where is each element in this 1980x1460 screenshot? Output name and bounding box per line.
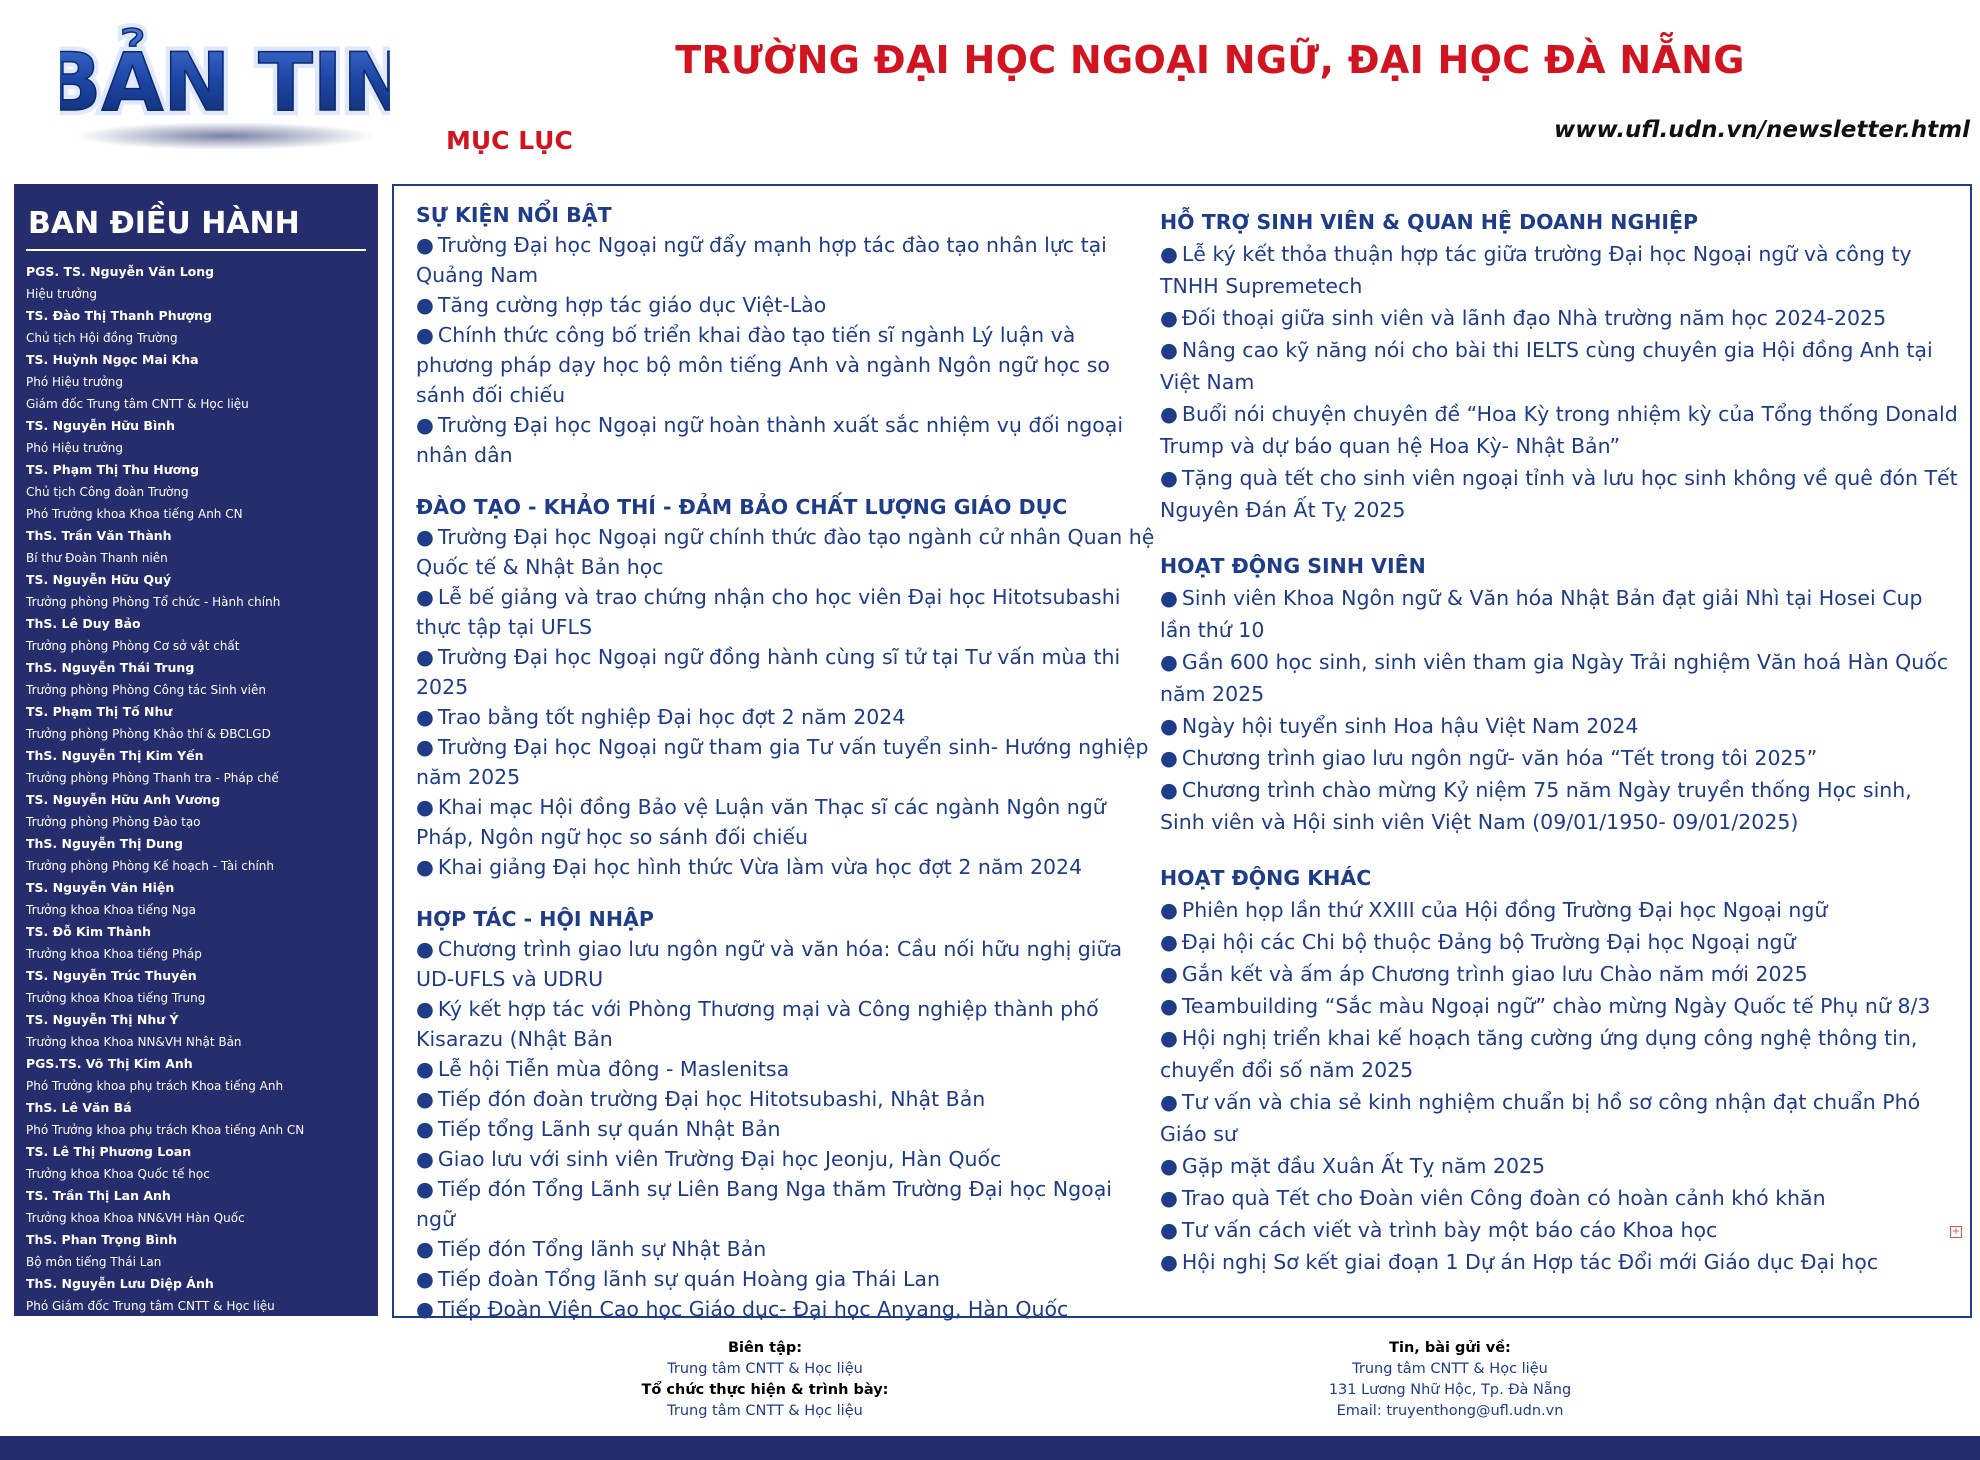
toc-left-column [416, 200, 1156, 1346]
bullet-icon: ● [1160, 586, 1178, 610]
board-member [26, 261, 368, 305]
member-role: Phó Trưởng khoa phụ trách Khoa tiếng Anh CN [26, 1123, 305, 1137]
member-name: ThS. Lê Văn Bá [26, 1100, 132, 1115]
contact-address: 131 Lương Nhữ Hộc, Tp. Đà Nẵng [1328, 1382, 1572, 1398]
article-title: Sinh viên Khoa Ngôn ngữ & Văn hóa Nhật Bản đạt giải Nhì tại Hosei Cup lần thứ 10 [1160, 586, 1923, 642]
member-role: Hiệu trưởng [26, 287, 97, 301]
toc-article-link[interactable] [1160, 710, 1960, 742]
board-member [26, 1009, 368, 1053]
toc-section [1160, 206, 1960, 526]
layout-label: Tổ chức thực hiện & trình bày: [641, 1382, 889, 1398]
toc-article-link[interactable] [1160, 334, 1960, 398]
article-title: Teambuilding “Sắc màu Ngoại ngữ” chào mừng Ngày Quốc tế Phụ nữ 8/3 [1181, 994, 1931, 1018]
school-title: TRƯỜNG ĐẠI HỌC NGOẠI NGỮ, ĐẠI HỌC ĐÀ NẴNG [675, 38, 1745, 82]
bullet-icon: ● [1160, 466, 1178, 490]
bullet-icon: ● [416, 1057, 434, 1081]
board-member [26, 701, 368, 745]
member-name: ThS. Trần Văn Thành [26, 528, 172, 543]
article-title: Lễ ký kết thỏa thuận hợp tác giữa trường Đại học Ngoại ngữ và công ty TNHH Supremetech [1160, 242, 1912, 298]
member-name: ThS. Nguyễn Lưu Diệp Ánh [26, 1276, 214, 1291]
toc-article-link[interactable] [1160, 1150, 1960, 1182]
member-name: ThS. Nguyễn Thị Dung [26, 836, 183, 851]
bullet-icon: ● [416, 1297, 434, 1321]
article-title: Tiếp đoàn Tổng lãnh sự quán Hoàng gia Thái Lan [437, 1267, 940, 1291]
article-title: Trường Đại học Ngoại ngữ chính thức đào tạo ngành cử nhân Quan hệ Quốc tế & Nhật Bản học [416, 525, 1155, 579]
board-member [26, 1053, 368, 1097]
article-title: Lễ bế giảng và trao chứng nhận cho học viên Đại học Hitotsubashi thực tập tại UFLS [416, 585, 1121, 639]
bullet-icon: ● [416, 323, 434, 347]
toc-article-link[interactable] [1160, 990, 1960, 1022]
board-member [26, 921, 368, 965]
article-title: Gần 600 học sinh, sinh viên tham gia Ngày Trải nghiệm Văn hoá Hàn Quốc năm 2025 [1160, 650, 1949, 706]
toc-article-link[interactable] [416, 320, 1156, 410]
article-title: Trao bằng tốt nghiệp Đại học đợt 2 năm 2024 [437, 705, 906, 729]
member-role: Trưởng khoa Khoa Quốc tế học [26, 1167, 210, 1181]
contact-label: Tin, bài gửi về: [1389, 1340, 1511, 1356]
bullet-icon: ● [1160, 1026, 1178, 1050]
bullet-icon: ● [416, 937, 434, 961]
board-member-list [26, 261, 368, 1317]
bullet-icon: ● [1160, 650, 1178, 674]
member-role: Trưởng phòng Phòng Công tác Sinh viên [26, 683, 266, 697]
article-title: Đại hội các Chi bộ thuộc Đảng bộ Trường Đại học Ngoại ngữ [1181, 930, 1796, 954]
member-role: Phó Trưởng khoa Khoa tiếng Anh CN [26, 507, 243, 521]
toc-article-link[interactable] [416, 642, 1156, 702]
bottom-bar [0, 1436, 1980, 1460]
member-name: TS. Nguyễn Thị Như Ý [26, 1012, 179, 1027]
bullet-icon: ● [416, 1117, 434, 1141]
toc-article-link[interactable] [416, 522, 1156, 582]
article-title: Trao quà Tết cho Đoàn viên Công đoàn có hoàn cảnh khó khăn [1181, 1186, 1826, 1210]
board-member [26, 745, 368, 789]
toc-article-link[interactable] [416, 1174, 1156, 1234]
article-title: Tặng quà tết cho sinh viên ngoại tỉnh và lưu học sinh không về quê đón Tết Nguyên Đán Ất Tỵ 2025 [1160, 466, 1958, 522]
toc-article-link[interactable] [1160, 646, 1960, 710]
bullet-icon: ● [1160, 306, 1178, 330]
toc-article-link[interactable] [416, 1294, 1156, 1324]
article-title: Nâng cao kỹ năng nói cho bài thi IELTS cùng chuyên gia Hội đồng Anh tại Việt Nam [1160, 338, 1933, 394]
layout-value: Trung tâm CNTT & Học liệu [667, 1403, 863, 1419]
article-title: Gặp mặt đầu Xuân Ất Tỵ năm 2025 [1181, 1154, 1546, 1178]
toc-article-link[interactable] [1160, 1246, 1960, 1278]
toc-section [416, 904, 1156, 1324]
member-name: TS. Nguyễn Văn Hiện [26, 880, 175, 895]
bullet-icon: ● [1160, 338, 1178, 362]
toc-article-link[interactable] [1160, 398, 1960, 462]
contact-org: Trung tâm CNTT & Học liệu [1352, 1361, 1548, 1377]
toc-article-link[interactable] [1160, 1022, 1960, 1086]
section-title: SỰ KIỆN NỔI BẬT [416, 203, 612, 227]
newsletter-logo [60, 18, 390, 153]
newsletter-website-link[interactable]: www.ufl.udn.vn/newsletter.html [1554, 117, 1970, 143]
toc-article-link[interactable] [1160, 958, 1960, 990]
toc-article-link[interactable] [416, 1264, 1156, 1294]
board-member [26, 1273, 368, 1317]
toc-section [1160, 862, 1960, 1278]
article-title: Trường Đại học Ngoại ngữ đồng hành cùng sĩ tử tại Tư vấn mùa thi 2025 [416, 645, 1121, 699]
article-title: Phiên họp lần thứ XXIII của Hội đồng Trường Đại học Ngoại ngữ [1181, 898, 1828, 922]
article-title: Tư vấn cách viết và trình bày một báo cáo Khoa học [1181, 1218, 1718, 1242]
article-title: Tiếp đón Tổng lãnh sự Nhật Bản [437, 1237, 767, 1261]
toc-article-link[interactable] [416, 1234, 1156, 1264]
contact-email[interactable]: Email: truyenthong@ufl.udn.vn [1336, 1403, 1564, 1419]
bullet-icon: ● [416, 233, 434, 257]
board-member [26, 569, 368, 613]
member-name: ThS. Lê Duy Bảo [26, 616, 141, 631]
bullet-icon: ● [416, 735, 434, 759]
member-role: Trưởng phòng Phòng Tổ chức - Hành chính [26, 595, 281, 609]
member-name: TS. Đỗ Kim Thành [26, 924, 152, 939]
toc-article-link[interactable] [1160, 1086, 1960, 1150]
member-role: Chủ tịch Hội đồng Trường [26, 331, 178, 345]
member-role: Bí thư Đoàn Thanh niên [26, 551, 168, 565]
toc-article-link[interactable] [416, 290, 1156, 320]
article-title: Hội nghị triển khai kế hoạch tăng cường ứng dụng công nghệ thông tin, chuyển đổi số năm 2025 [1160, 1026, 1918, 1082]
member-name: TS. Trần Thị Lan Anh [26, 1188, 171, 1203]
bullet-icon: ● [416, 1267, 434, 1291]
member-name: TS. Nguyễn Trúc Thuyên [26, 968, 197, 983]
member-role: Bộ môn tiếng Thái Lan [26, 1255, 162, 1269]
article-title: Chính thức công bố triển khai đào tạo tiến sĩ ngành Lý luận và phương pháp dạy học bộ môn tiếng Anh và ngành Ngôn ngữ học so sánh đối chiếu [416, 323, 1110, 407]
bullet-icon: ● [1160, 962, 1178, 986]
editor-label: Biên tập: [727, 1340, 803, 1356]
toc-article-link[interactable] [1160, 1214, 1960, 1246]
article-title: Buổi nói chuyện chuyên đề “Hoa Kỳ trong nhiệm kỳ của Tổng thống Donald Trump và dự báo quan hệ Hoa Kỳ- Nhật Bản” [1160, 402, 1958, 458]
board-member [26, 1141, 368, 1185]
member-role: Trưởng phòng Phòng Khảo thí & ĐBCLGD [26, 727, 271, 741]
bullet-icon: ● [1160, 994, 1178, 1018]
article-title: Gắn kết và ấm áp Chương trình giao lưu Chào năm mới 2025 [1181, 962, 1808, 986]
bullet-icon: ● [416, 1177, 434, 1201]
bullet-icon: ● [1160, 1250, 1178, 1274]
article-title: Lễ hội Tiễn mùa đông - Maslenitsa [437, 1057, 790, 1081]
member-role: Phó Hiệu trưởng [26, 441, 123, 455]
article-title: Tăng cường hợp tác giáo dục Việt-Lào [437, 293, 827, 317]
toc-article-link[interactable] [1160, 926, 1960, 958]
member-role: Trưởng khoa Khoa tiếng Pháp [26, 947, 202, 961]
bullet-icon: ● [416, 855, 434, 879]
member-role: Giám đốc Trung tâm CNTT & Học liệu [26, 397, 249, 411]
member-name: TS. Phạm Thị Thu Hương [26, 462, 200, 477]
member-role: Trưởng phòng Phòng Cơ sở vật chất [26, 639, 240, 653]
toc-article-link[interactable] [416, 702, 1156, 732]
toc-article-link[interactable] [416, 1144, 1156, 1174]
bullet-icon: ● [416, 1237, 434, 1261]
bullet-icon: ● [416, 1087, 434, 1111]
member-role: Trưởng khoa Khoa NN&VH Nhật Bản [26, 1035, 242, 1049]
board-member [26, 415, 368, 459]
member-role: Trưởng phòng Phòng Đào tạo [26, 815, 201, 829]
article-title: Tư vấn và chia sẻ kinh nghiệm chuẩn bị hồ sơ công nhận đạt chuẩn Phó Giáo sư [1160, 1090, 1921, 1146]
article-title: Khai mạc Hội đồng Bảo vệ Luận văn Thạc sĩ các ngành Ngôn ngữ Pháp, Ngôn ngữ học so sánh đối chiếu [416, 795, 1106, 849]
board-member [26, 1097, 368, 1141]
board-member [26, 525, 368, 569]
table-of-contents-label: MỤC LỤC [446, 126, 573, 155]
bullet-icon: ● [416, 1147, 434, 1171]
toc-article-link[interactable] [1160, 582, 1960, 646]
bullet-icon: ● [416, 525, 434, 549]
member-role: Phó Trưởng khoa phụ trách Khoa tiếng Anh [26, 1079, 284, 1093]
toc-article-link[interactable] [416, 410, 1156, 470]
member-name: ThS. Phan Trọng Bình [26, 1232, 177, 1247]
toc-article-link[interactable] [416, 1054, 1156, 1084]
article-title: Chương trình giao lưu ngôn ngữ và văn hóa: Cầu nối hữu nghị giữa UD-UFLS và UDRU [416, 937, 1123, 991]
board-member [26, 305, 368, 349]
svg-text:BẢN TIN: BẢN TIN [60, 36, 390, 129]
toc-article-link[interactable] [416, 582, 1156, 642]
member-role: Trưởng phòng Phòng Thanh tra - Pháp chế [26, 771, 279, 785]
member-name: PGS. TS. Nguyễn Văn Long [26, 264, 215, 279]
bullet-icon: ● [416, 293, 434, 317]
bullet-icon: ● [416, 413, 434, 437]
section-title: HỖ TRỢ SINH VIÊN & QUAN HỆ DOANH NGHIỆP [1160, 210, 1699, 234]
toc-section [416, 492, 1156, 882]
member-name: TS. Nguyễn Hữu Bình [26, 418, 176, 433]
article-title: Ngày hội tuyển sinh Hoa hậu Việt Nam 2024 [1181, 714, 1639, 738]
member-name: ThS. Nguyễn Thị Kim Yến [26, 748, 204, 763]
leadership-sidebar [14, 184, 378, 1316]
article-title: Trường Đại học Ngoại ngữ tham gia Tư vấn tuyển sinh- Hướng nghiệp năm 2025 [416, 735, 1149, 789]
bullet-icon: ● [416, 997, 434, 1021]
member-name: TS. Đào Thị Thanh Phượng [26, 308, 212, 323]
article-title: Giao lưu với sinh viên Trường Đại học Jeonju, Hàn Quốc [437, 1147, 1002, 1171]
toc-article-link[interactable] [1160, 462, 1960, 526]
member-role: Phó Hiệu trưởng [26, 375, 123, 389]
toc-article-link[interactable] [1160, 774, 1960, 838]
section-title: HỢP TÁC - HỘI NHẬP [416, 907, 654, 931]
article-title: Ký kết hợp tác với Phòng Thương mại và Công nghiệp thành phố Kisarazu (Nhật Bản [416, 997, 1099, 1051]
toc-article-link[interactable] [1160, 742, 1960, 774]
member-role: Trưởng phòng Phòng Kế hoạch - Tài chính [26, 859, 275, 873]
section-title: ĐÀO TẠO - KHẢO THÍ - ĐẢM BẢO CHẤT LƯỢNG GIÁO DỤC [416, 495, 1068, 519]
toc-article-link[interactable] [1160, 238, 1960, 302]
toc-right-column [1160, 206, 1960, 1302]
footer-editorial [580, 1338, 950, 1422]
bullet-icon: ● [416, 645, 434, 669]
article-title: Khai giảng Đại học hình thức Vừa làm vừa học đợt 2 năm 2024 [437, 855, 1083, 879]
article-title: Tiếp tổng Lãnh sự quán Nhật Bản [437, 1117, 781, 1141]
bullet-icon: ● [1160, 898, 1178, 922]
bullet-icon: ● [416, 705, 434, 729]
bullet-icon: ● [1160, 714, 1178, 738]
bullet-icon: ● [1160, 778, 1178, 802]
toc-article-link[interactable] [416, 994, 1156, 1054]
board-member [26, 1185, 368, 1229]
member-role: Trưởng khoa Khoa tiếng Nga [26, 903, 196, 917]
article-title: Hội nghị Sơ kết giai đoạn 1 Dự án Hợp tác Đổi mới Giáo dục Đại học [1181, 1250, 1879, 1274]
editor-value: Trung tâm CNTT & Học liệu [667, 1361, 863, 1377]
article-title: Trường Đại học Ngoại ngữ hoàn thành xuất sắc nhiệm vụ đối ngoại nhân dân [416, 413, 1124, 467]
member-name: TS. Nguyễn Hữu Quý [26, 572, 172, 587]
board-member [26, 349, 368, 415]
bullet-icon: ● [1160, 1218, 1178, 1242]
member-role: Phó Giám đốc Trung tâm CNTT & Học liệu [26, 1299, 275, 1313]
toc-article-link[interactable] [416, 1114, 1156, 1144]
board-member [26, 877, 368, 921]
board-member [26, 613, 368, 657]
board-member [26, 459, 368, 525]
bullet-icon: ● [1160, 1186, 1178, 1210]
board-member [26, 789, 368, 833]
article-title: Trường Đại học Ngoại ngữ đẩy mạnh hợp tác đào tạo nhân lực tại Quảng Nam [416, 233, 1107, 287]
toc-article-link[interactable] [416, 1084, 1156, 1114]
section-title: HOẠT ĐỘNG KHÁC [1160, 866, 1372, 890]
board-member [26, 965, 368, 1009]
member-name: TS. Phạm Thị Tố Như [26, 704, 173, 719]
article-title: Tiếp đón Tổng Lãnh sự Liên Bang Nga thăm Trường Đại học Ngoại ngữ [416, 1177, 1112, 1231]
bullet-icon: ● [1160, 1090, 1178, 1114]
toc-article-link[interactable] [1160, 1182, 1960, 1214]
bullet-icon: ● [416, 585, 434, 609]
member-name: TS. Nguyễn Hữu Anh Vương [26, 792, 221, 807]
board-member [26, 833, 368, 877]
article-title: Chương trình chào mừng Kỷ niệm 75 năm Ngày truyền thống Học sinh, Sinh viên và Hội sinh viên Việt Nam (09/01/1950- 09/01/2025) [1160, 778, 1912, 834]
bullet-icon: ● [1160, 402, 1178, 426]
member-name: PGS.TS. Võ Thị Kim Anh [26, 1056, 193, 1071]
article-title: Tiếp đón đoàn trường Đại học Hitotsubashi, Nhật Bản [437, 1087, 986, 1111]
member-role: Chủ tịch Công đoàn Trường [26, 485, 189, 499]
toc-section [416, 200, 1156, 470]
logo-graphic [60, 18, 390, 153]
expand-icon[interactable]: + [1951, 1226, 1961, 1237]
member-role: Trưởng khoa Khoa tiếng Trung [26, 991, 206, 1005]
section-title: HOẠT ĐỘNG SINH VIÊN [1160, 554, 1426, 578]
toc-article-link[interactable] [416, 792, 1156, 852]
bullet-icon: ● [1160, 746, 1178, 770]
article-title: Tiếp Đoàn Viện Cao học Giáo dục- Đại học Anyang, Hàn Quốc [437, 1297, 1069, 1321]
sidebar-title: BAN ĐIỀU HÀNH [26, 196, 366, 251]
bullet-icon: ● [1160, 930, 1178, 954]
toc-article-link[interactable] [416, 934, 1156, 994]
toc-article-link[interactable] [1160, 302, 1960, 334]
board-member [26, 1229, 368, 1273]
bullet-icon: ● [416, 795, 434, 819]
article-title: Đối thoại giữa sinh viên và lãnh đạo Nhà trường năm học 2024-2025 [1181, 306, 1887, 330]
article-title: Chương trình giao lưu ngôn ngữ- văn hóa “Tết trong tôi 2025” [1181, 746, 1818, 770]
toc-article-link[interactable] [416, 732, 1156, 792]
toc-section [1160, 550, 1960, 838]
toc-article-link[interactable] [1160, 894, 1960, 926]
board-member [26, 657, 368, 701]
bullet-icon: ● [1160, 242, 1178, 266]
member-name: TS. Lê Thị Phương Loan [26, 1144, 192, 1159]
member-role: Trưởng khoa Khoa NN&VH Hàn Quốc [26, 1211, 245, 1225]
member-name: TS. Huỳnh Ngọc Mai Kha [26, 352, 199, 367]
footer-contact [1270, 1338, 1630, 1422]
svg-text:BẢN TIN: BẢN TIN [60, 36, 390, 129]
bullet-icon: ● [1160, 1154, 1178, 1178]
table-of-contents-panel [392, 184, 1972, 1321]
toc-article-link[interactable] [416, 230, 1156, 290]
member-name: ThS. Nguyễn Thái Trung [26, 660, 195, 675]
toc-article-link[interactable] [416, 852, 1156, 882]
